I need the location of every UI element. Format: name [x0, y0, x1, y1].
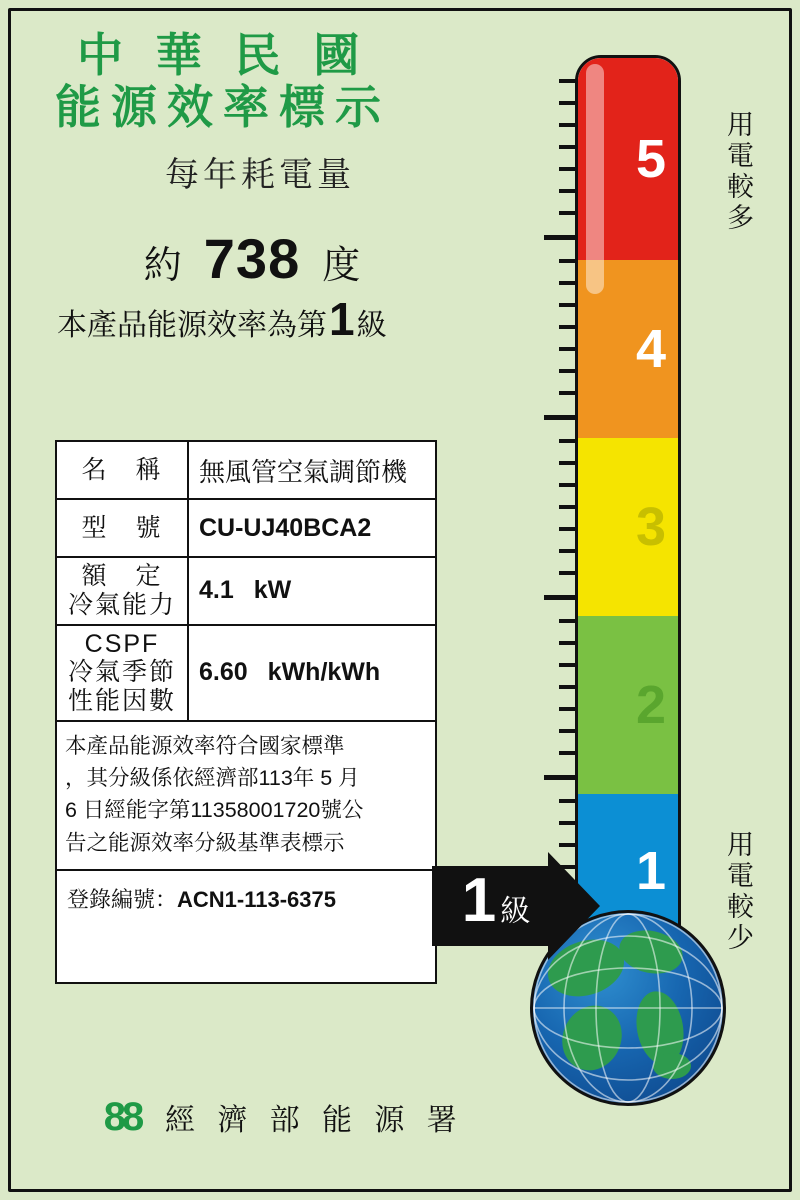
spec-table	[55, 440, 437, 984]
row-value-rated-capacity	[189, 558, 435, 624]
row-value-name: 無風管空氣調節機	[199, 456, 408, 487]
caption-high-usage: 用電較多	[723, 110, 754, 234]
standards-note-line-4: 告之能源效率分級基準表標示	[65, 830, 345, 855]
band-label-4: 4	[635, 319, 666, 379]
grade-statement-prefix: 本產品能源效率為第	[57, 309, 327, 343]
row-key-name	[57, 442, 189, 498]
grade-badge-text	[440, 866, 552, 935]
row-key-name-text: 名 稱	[81, 455, 163, 484]
title-line-1: 中 華 民 國	[77, 29, 370, 81]
band-label-2: 2	[635, 675, 666, 735]
annual-consumption-subtitle: 每年耗電量	[165, 156, 355, 195]
title-line-2: 能源效率標示	[55, 80, 391, 133]
header-block	[55, 30, 455, 344]
grade-badge-arrow-head	[548, 852, 600, 960]
grade-badge	[432, 852, 600, 960]
rated-capacity-number: 4.1	[199, 576, 234, 605]
registration-label: 登錄編號：	[67, 886, 178, 912]
standards-note-line-3: 6 日經能字第11358001720號公	[65, 798, 364, 823]
bureau-logo-icon: 88	[103, 1095, 141, 1139]
cspf-unit: kWh/kWh	[267, 658, 381, 687]
grade-badge-number: 1	[461, 866, 497, 935]
blank-row	[57, 928, 435, 982]
annual-consumption-value-row	[49, 226, 455, 291]
approx-label: 約	[143, 245, 182, 288]
row-key-cspf-line1: CSPF	[84, 629, 160, 658]
efficiency-thermometer	[520, 55, 690, 975]
standards-note-line-2: ，其分級係依經濟部113年 5 月	[65, 766, 360, 790]
row-key-rated-capacity	[57, 558, 189, 624]
thermometer-band-2	[578, 616, 678, 794]
table-row	[57, 442, 435, 500]
thermometer-ticks	[540, 65, 576, 941]
row-value-cspf	[189, 626, 435, 720]
row-key-rated-capacity-line1: 額 定	[81, 562, 163, 590]
table-row	[57, 500, 435, 558]
issuing-authority	[95, 1095, 464, 1139]
band-label-3: 3	[635, 497, 666, 557]
tube-highlight	[586, 64, 604, 294]
efficiency-grade-statement	[57, 293, 455, 346]
caption-low-usage: 用電較少	[723, 830, 754, 954]
row-key-cspf-line3: 性能因數	[67, 687, 176, 715]
row-key-cspf-line2: 冷氣季節	[67, 658, 176, 687]
kwh-unit-label: 度	[322, 245, 361, 288]
bureau-name: 經 濟 部 能 源 署	[165, 1104, 464, 1137]
standards-note-line-1: 本產品能源效率符合國家標準	[65, 733, 345, 758]
grade-badge-suffix: 級	[500, 895, 531, 928]
row-value-model: CU-UJ40BCA2	[199, 513, 372, 542]
row-key-rated-capacity-line2: 冷氣能力	[67, 590, 176, 619]
registration-number: ACN1-113-6375	[177, 886, 336, 912]
registration-row	[57, 871, 435, 928]
rated-capacity-unit: kW	[253, 576, 292, 605]
grade-statement-suffix: 級	[356, 309, 387, 343]
thermometer-band-3	[578, 438, 678, 616]
table-row	[57, 626, 435, 722]
row-key-model	[57, 500, 189, 556]
row-key-cspf	[57, 626, 189, 720]
row-key-model-text: 型 號	[81, 513, 163, 542]
grade-statement-number: 1	[329, 293, 355, 346]
table-row	[57, 558, 435, 626]
thermometer-tube	[575, 55, 681, 945]
band-label-5: 5	[635, 129, 666, 189]
band-label-1: 1	[635, 841, 666, 901]
cspf-number: 6.60	[199, 658, 248, 687]
annual-kwh-value: 738	[203, 227, 301, 291]
standards-note	[57, 722, 435, 871]
